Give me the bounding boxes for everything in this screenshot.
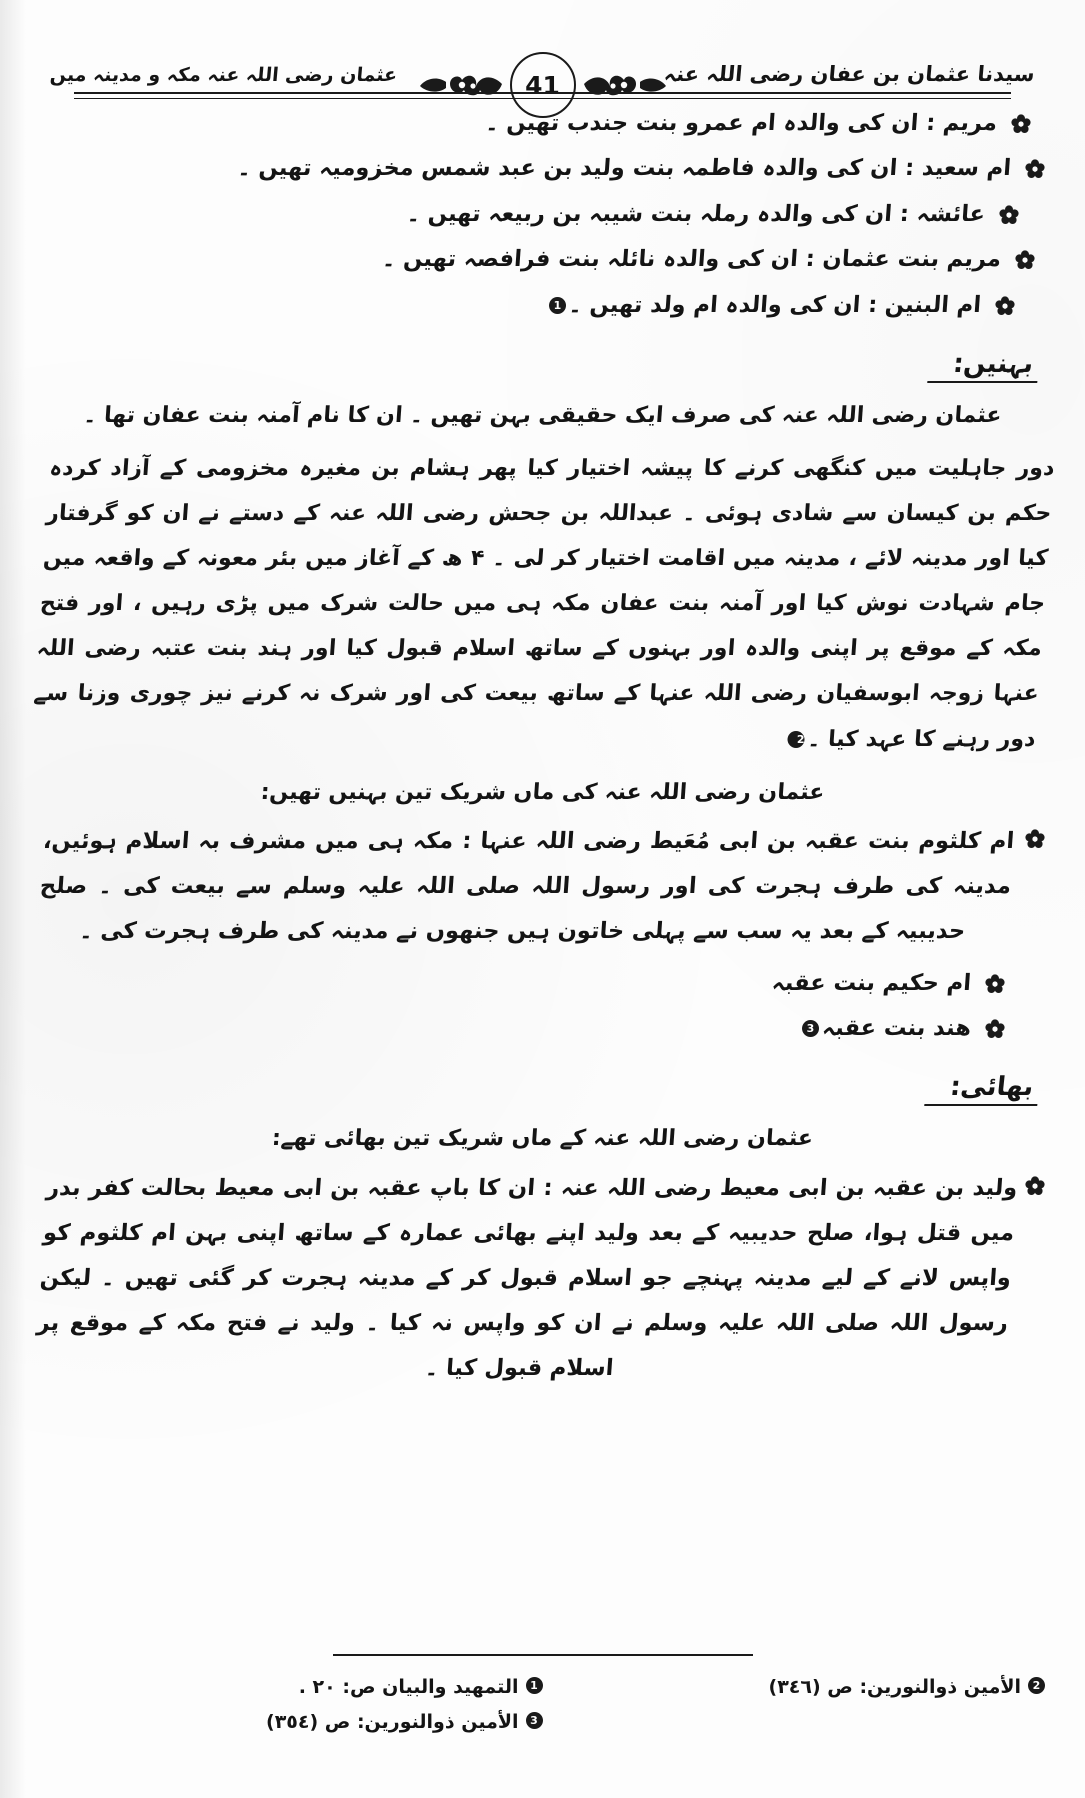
list-item-label: عائشہ : ان کی والدہ رملہ بنت شیبہ بن ربیعہ تھیں ۔ bbox=[406, 200, 986, 227]
list-item bbox=[40, 286, 1045, 325]
ornament-left-icon bbox=[580, 70, 672, 100]
brothers-heading-wrap bbox=[40, 1054, 1045, 1108]
book-title-header: سیدنا عثمان بن عفان رضی اللہ عنہ bbox=[663, 62, 1037, 86]
footnote-item bbox=[40, 1670, 543, 1705]
list-item bbox=[40, 1009, 1045, 1048]
flower-bullet-icon bbox=[985, 1019, 1005, 1039]
list-item-text: ام البنین : ان کی والدہ ام ولد تھیں ۔ bbox=[567, 291, 982, 318]
footnote-text: الأمين ذوالنورين: ص (٣٥٤) bbox=[266, 1710, 519, 1733]
footnote-reference[interactable]: 2 bbox=[788, 731, 805, 748]
sisters-body-text: دور جاہلیت میں کنگھی کرنے کا پیشہ اختیار کیا پھر ہشام بن مغیرہ مخزومی کے آزاد کردہ حکم بن کیسان سے شادی ہوئی ۔ عبداللہ بن جحش رضی اللہ عنہ کے دستے نے ان کو گرفتار کیا اور مدینہ لائے ، مدینہ میں اقامت اختیار کر لی ۔ ۴ ھ کے آغاز میں بئر معونہ کے واقعہ میں جام شہادت نوش کیا اور آمنہ بنت عفان مکہ ہی میں حالت شرک میں پڑی رہیں ، اور فتح مکہ کے موقع پر اپنی والدہ اور بہنوں کے ساتھ اسلام قبول کیا اور ہند بنت عتبہ رضی اللہ عنہا زوجہ ابوسفیان رضی اللہ عنہا کے ساتھ بیعت کی اور شرک نہ کرنے نیز چوری وزنا سے دور رہنے کا عہد کیا ۔ bbox=[32, 455, 1056, 752]
flower-bullet-icon bbox=[1025, 159, 1045, 179]
sisters-heading-wrap bbox=[40, 331, 1045, 385]
footnote-text: التمهيد والبيان ص: ٢٠ . bbox=[298, 1675, 519, 1698]
scan-shadow-edge bbox=[0, 0, 26, 1798]
footnote-columns bbox=[40, 1670, 1045, 1740]
list-item bbox=[40, 149, 1045, 188]
footnote-divider bbox=[333, 1654, 753, 1656]
footnote-number: 1 bbox=[526, 1677, 543, 1694]
list-item bbox=[40, 819, 1045, 954]
header-divider bbox=[74, 92, 1011, 94]
running-head-chapter: عثمان رضی اللہ عنہ مکہ و مدینہ میں bbox=[49, 64, 399, 86]
footnote-reference[interactable]: 1 bbox=[549, 297, 566, 314]
list-item-label: ولید بن عقبہ بن ابی معیط رضی اللہ عنہ : ان کا باپ عقبہ بن ابی معیط بحالت کفر بدر میں قتل ہوا، صلح حدیبیہ کے بعد ولید اپنے بھائی عمارہ کے ساتھ اپنی بہن ام کلثوم کو واپس لانے کے لیے مدینہ پہنچے جو اسلام قبول کر کے مدینہ ہجرت کر گئی تھیں ۔ لیکن رسول اللہ صلی اللہ علیہ وسلم نے ان کو واپس نہ کیا ۔ ولید نے فتح مکہ کے موقع پر اسلام قبول کیا ۔ bbox=[35, 1174, 1019, 1381]
flower-bullet-icon bbox=[1011, 114, 1031, 134]
section-heading-sisters: بہنیں: bbox=[927, 349, 1041, 383]
section-heading-brothers: بھائی: bbox=[924, 1072, 1041, 1106]
footnotes-section bbox=[40, 1654, 1045, 1740]
list-item-text: ھند بنت عقبہ bbox=[821, 1015, 972, 1042]
list-item bbox=[40, 964, 1045, 1003]
sisters-intro-paragraph: عثمان رضی اللہ عنہ کی صرف ایک حقیقی بہن تھیں ۔ ان کا نام آمنہ بنت عفان تھا ۔ bbox=[82, 402, 1003, 428]
flower-bullet-icon bbox=[1025, 1176, 1045, 1196]
list-item-label: ام سعید : ان کی والدہ فاطمہ بنت ولید بن عبد شمس مخزومیہ تھیں ۔ bbox=[236, 155, 1012, 182]
ornament-right-icon bbox=[414, 70, 506, 100]
flower-bullet-icon bbox=[995, 296, 1015, 316]
sisters-body-paragraph bbox=[29, 446, 1056, 762]
flower-bullet-icon bbox=[999, 205, 1019, 225]
page-content bbox=[32, 104, 1056, 1598]
list-item bbox=[35, 1166, 1045, 1391]
list-item-label bbox=[39, 1009, 973, 1048]
footnote-item bbox=[623, 1670, 1045, 1705]
flower-bullet-icon bbox=[985, 974, 1005, 994]
footnote-item bbox=[40, 1705, 543, 1740]
flower-bullet-icon bbox=[1025, 829, 1045, 849]
list-item bbox=[40, 104, 1045, 143]
footnote-reference[interactable]: 3 bbox=[802, 1020, 819, 1037]
page-header bbox=[40, 30, 1045, 102]
list-item-label bbox=[39, 286, 983, 325]
flower-bullet-icon bbox=[1015, 250, 1035, 270]
footnote-text: الأمين ذوالنورين: ص (٣٤٦) bbox=[768, 1675, 1021, 1698]
list-item bbox=[40, 195, 1045, 234]
list-item-label: مریم بنت عثمان : ان کی والدہ نائلہ بنت فرافصہ تھیں ۔ bbox=[381, 246, 1002, 273]
list-item bbox=[40, 240, 1045, 279]
half-sisters-intro: عثمان رضی اللہ عنہ کی ماں شریک تین بہنیں تھیں: bbox=[259, 779, 826, 805]
footnote-column-left bbox=[623, 1670, 1045, 1705]
footnote-number: 2 bbox=[1028, 1677, 1045, 1694]
page-number: 41 bbox=[510, 52, 576, 118]
footnote-number: 3 bbox=[526, 1712, 543, 1729]
list-item-label: ام حکیم بنت عقبہ bbox=[770, 969, 972, 996]
footnote-column-right bbox=[40, 1670, 543, 1740]
brothers-intro-paragraph: عثمان رضی اللہ عنہ کے ماں شریک تین بھائی تھے: bbox=[271, 1126, 814, 1152]
list-item-label: مریم : ان کی والدہ ام عمرو بنت جندب تھیں ۔ bbox=[484, 110, 998, 136]
list-item-label: ام کلثوم بنت عقبہ بن ابی مُعَیط رضی اللہ عنہا : مکہ ہی میں مشرف بہ اسلام ہوئیں، مدینہ کی طرف ہجرت کی اور رسول اللہ صلی اللہ علیہ وسلم سے بیعت کی ۔ صلح حدیبیہ کے بعد یہ سب سے پہلی خاتون ہیں جنھوں نے مدینہ کی طرف ہجرت کی ۔ bbox=[39, 827, 1016, 944]
